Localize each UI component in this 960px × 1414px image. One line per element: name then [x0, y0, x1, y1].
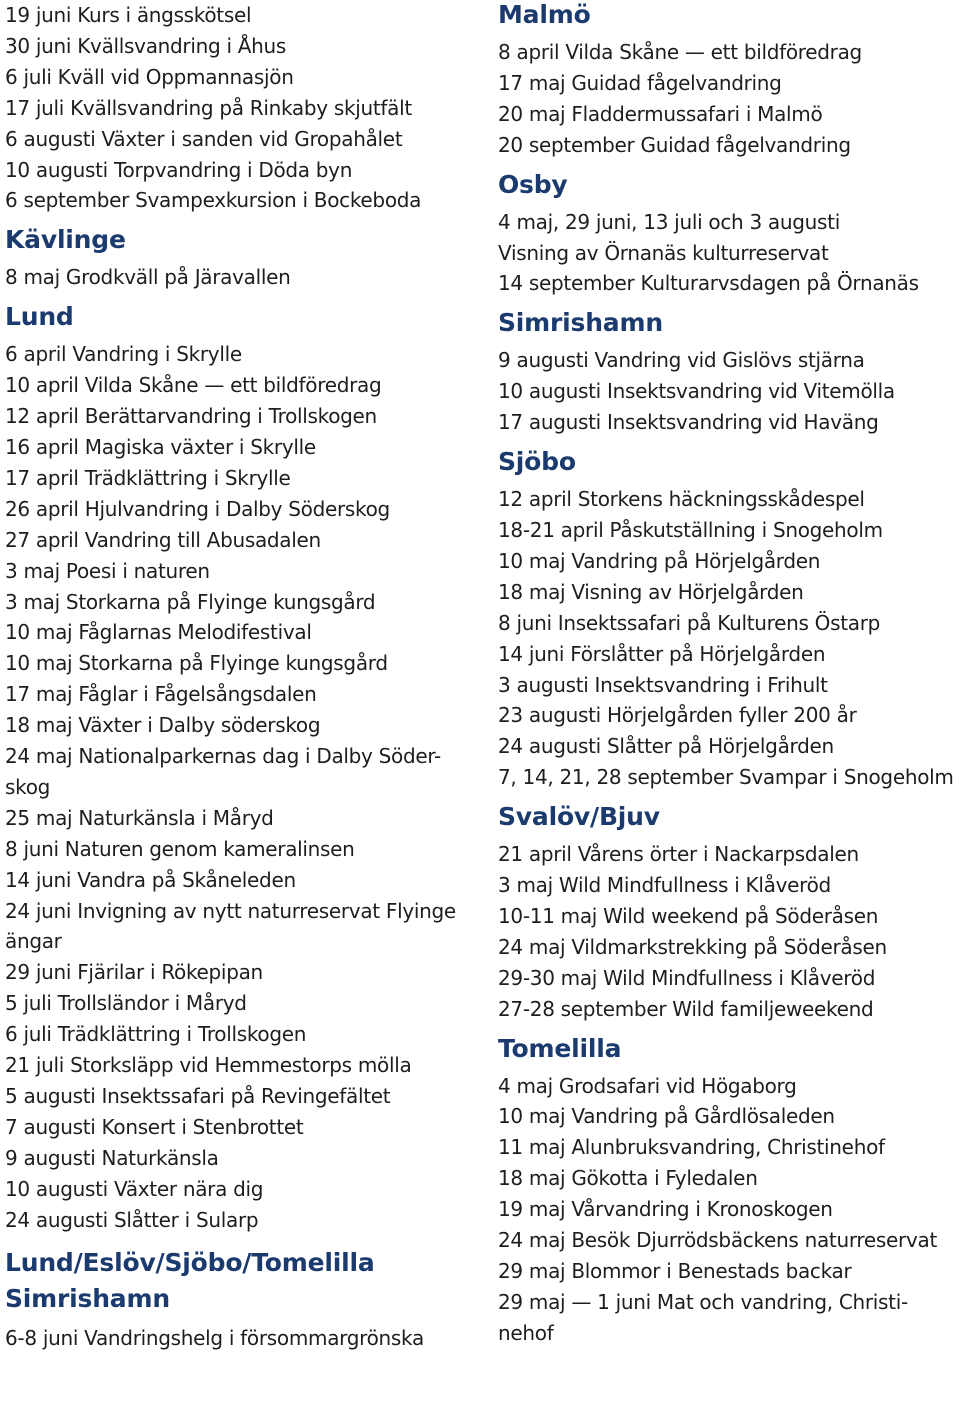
- event-item: 10 augusti Växter nära dig: [5, 1176, 264, 1201]
- section-osby: [498, 170, 958, 300]
- section-malmö: [498, 0, 958, 161]
- event-item: 10 maj Vandring på Gårdlösaleden: [498, 1104, 835, 1129]
- event-item: 3 maj Poesi i naturen: [5, 558, 210, 583]
- event-item: 19 maj Vårvandring i Kronoskogen: [498, 1197, 833, 1222]
- section-kävlinge: [5, 225, 460, 293]
- section-heading: Kävlinge: [5, 225, 126, 255]
- event-item: 17 juli Kvällsvandring på Rinkaby skjutfält: [5, 95, 412, 120]
- event-item: 21 april Vårens örter i Nackarpsdalen: [498, 842, 859, 867]
- event-item: 6-8 juni Vandringshelg i försommargrönska: [5, 1325, 424, 1350]
- event-item: 30 juni Kvällsvandring i Åhus: [5, 33, 287, 58]
- event-item: 20 maj Fladdermussafari i Malmö: [498, 101, 823, 126]
- event-item: 8 juni Naturen genom kameralinsen: [5, 836, 355, 861]
- event-item: 23 augusti Hörjelgården fyller 200 år: [498, 703, 857, 728]
- event-item: 29 maj Blommor i Benestads backar: [498, 1259, 852, 1283]
- section-sjöbo: [498, 447, 958, 793]
- event-item: 27 april Vandring till Abusadalen: [5, 527, 321, 552]
- event-item: 6 augusti Växter i sanden vid Gropahålet: [5, 126, 403, 151]
- event-item: 17 april Trädklättring i Skrylle: [5, 465, 291, 490]
- event-item: 5 augusti Insektssafari på Revingefältet: [5, 1084, 391, 1108]
- event-item: 16 april Magiska växter i Skrylle: [5, 434, 316, 459]
- event-item: 12 april Berättarvandring i Trollskogen: [5, 404, 377, 429]
- right-column: [498, 0, 958, 1349]
- event-item: 18 maj Visning av Hörjelgården: [498, 579, 804, 604]
- event-item: 18-21 april Påskutställning i Snogeholm: [498, 517, 883, 542]
- event-item: 10 april Vilda Skåne — ett bildföredrag: [5, 373, 382, 398]
- event-item: 24 maj Nationalparkernas dag i Dalby Söder-skog: [5, 744, 441, 799]
- event-item: 21 juli Storksläpp vid Hemmestorps mölla: [5, 1053, 412, 1078]
- event-item: 6 september Svampexkursion i Bockeboda: [5, 188, 422, 213]
- event-item: 9 augusti Naturkänsla: [5, 1145, 219, 1170]
- event-item: 11 maj Alunbruksvandring, Christinehof: [498, 1135, 885, 1160]
- event-item: 6 juli Trädklättring i Trollskogen: [5, 1022, 307, 1047]
- event-item: 8 maj Grodkväll på Järavallen: [5, 265, 291, 290]
- event-item: 10 augusti Insektsvandring vid Vitemölla: [498, 379, 895, 404]
- event-item: 18 maj Växter i Dalby söderskog: [5, 713, 321, 738]
- event-item: 19 juni Kurs i ängsskötsel: [5, 3, 252, 27]
- event-item: 24 maj Besök Djurrödsbäckens naturreservat: [498, 1228, 937, 1253]
- section-heading: Simrishamn: [498, 308, 663, 338]
- event-item: 8 april Vilda Skåne — ett bildföredrag: [498, 40, 862, 64]
- event-item: 3 augusti Insektsvandring i Frihult: [498, 672, 828, 697]
- event-item: 10 maj Vandring på Hörjelgården: [498, 548, 821, 573]
- event-item: 17 augusti Insektsvandring vid Haväng: [498, 410, 879, 435]
- event-item: 10 maj Storkarna på Flyinge kungsgård: [5, 651, 388, 676]
- left-column: [5, 0, 460, 1353]
- section-heading: Tomelilla: [498, 1033, 622, 1063]
- event-item: 29-30 maj Wild Mindfullness i Klåveröd: [498, 965, 876, 990]
- section-intro: [5, 0, 460, 216]
- event-item: 10 augusti Torpvandring i Döda byn: [5, 157, 353, 182]
- section-lund-eslöv-sjöbo-tomelilla-simrishamn: [5, 1245, 460, 1354]
- section-heading: Lund/Eslöv/Sjöbo/Tomelilla Simrishamn: [5, 1247, 375, 1313]
- section-svalöv-bjuv: [498, 802, 958, 1024]
- section-tomelilla: [498, 1034, 958, 1349]
- event-item: 3 maj Storkarna på Flyinge kungsgård: [5, 589, 376, 614]
- event-item: 7 augusti Konsert i Stenbrottet: [5, 1114, 304, 1139]
- event-item: 5 juli Trollsländor i Måryd: [5, 991, 247, 1016]
- event-item: 10-11 maj Wild weekend på Söderåsen: [498, 903, 879, 928]
- event-item: 24 juni Invigning av nytt naturreservat Flyinge ängar: [5, 898, 456, 954]
- event-item: 8 juni Insektssafari på Kulturens Östarp: [498, 610, 881, 635]
- event-item: 24 augusti Slåtter på Hörjelgården: [498, 734, 834, 759]
- event-item: 27-28 september Wild familjeweekend: [498, 996, 874, 1021]
- event-item: 12 april Storkens häckningsskådespel: [498, 487, 865, 512]
- event-item: 26 april Hjulvandring i Dalby Söderskog: [5, 496, 390, 521]
- event-item: 4 maj, 29 juni, 13 juli och 3 augusti: [498, 209, 840, 234]
- event-item: 25 maj Naturkänsla i Måryd: [5, 805, 274, 830]
- event-item: 24 maj Vildmarkstrekking på Söderåsen: [498, 934, 887, 959]
- event-item: 29 maj — 1 juni Mat och vandring, Christi-nehof: [498, 1289, 908, 1345]
- event-item: 10 maj Fåglarnas Melodifestival: [5, 620, 312, 645]
- event-item: 18 maj Gökotta i Fyledalen: [498, 1166, 758, 1191]
- section-heading: Sjöbo: [498, 447, 576, 477]
- event-item: 14 juni Förslåtter på Hörjelgården: [498, 641, 826, 666]
- event-item: 9 augusti Vandring vid Gislövs stjärna: [498, 348, 865, 373]
- event-item: 17 maj Fåglar i Fågelsångsdalen: [5, 682, 317, 707]
- event-item: 29 juni Fjärilar i Rökepipan: [5, 960, 263, 985]
- event-item: Visning av Örnanäs kulturreservat: [498, 240, 829, 265]
- event-item: 6 april Vandring i Skrylle: [5, 342, 242, 367]
- event-item: 14 september Kulturarvsdagen på Örnanäs: [498, 271, 919, 296]
- section-lund: [5, 302, 460, 1235]
- section-heading: Svalöv/Bjuv: [498, 802, 660, 832]
- event-item: 20 september Guidad fågelvandring: [498, 132, 851, 157]
- event-item: 4 maj Grodsafari vid Högaborg: [498, 1073, 797, 1098]
- event-item: 17 maj Guidad fågelvandring: [498, 70, 782, 95]
- section-heading: Osby: [498, 169, 568, 199]
- event-item: 7, 14, 21, 28 september Svampar i Snogeholm: [498, 765, 954, 790]
- section-heading: Malmö: [498, 0, 591, 29]
- event-item: 3 maj Wild Mindfullness i Klåveröd: [498, 873, 831, 898]
- event-item: 24 augusti Slåtter i Sularp: [5, 1207, 259, 1232]
- section-simrishamn: [498, 308, 958, 438]
- event-item: 14 juni Vandra på Skåneleden: [5, 867, 296, 892]
- section-heading: Lund: [5, 302, 74, 332]
- event-item: 6 juli Kväll vid Oppmannasjön: [5, 64, 294, 89]
